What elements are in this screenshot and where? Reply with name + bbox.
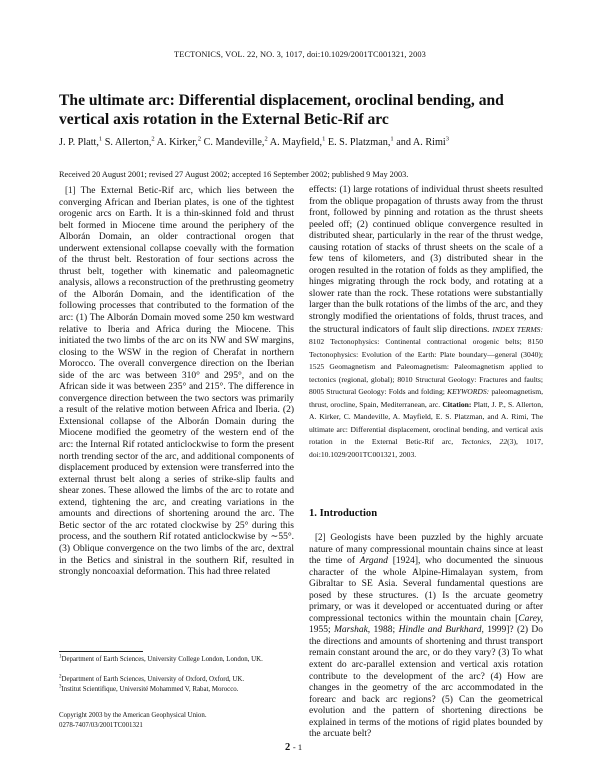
index-terms: 8102 Tectonophysics: Continental contractional orogenic belts; 8150 Tectonophysics: Evolution of the Earth: Plate boundary—general (3040); 1525 Geomagnetism and Paleomagnetism: Paleomagnetism applied to tectonics (regional, global); 8010 Structural Geology: Fractures and faults; 8005 Structural Geology: Folds and folding; — [309, 337, 543, 397]
footnote-rule — [59, 651, 143, 652]
affiliation-marker: 2 — [59, 674, 62, 680]
keywords-label: KEYWORDS: — [447, 387, 490, 397]
page-number: 2 - 1 — [285, 742, 303, 753]
index-terms-label: INDEX TERMS: — [492, 324, 543, 334]
author: A. Kirker, — [156, 137, 198, 148]
author: E. S. Platzman, — [327, 137, 391, 148]
abstract-text-right: effects: (1) large rotations of individual thrust sheets resulted from the oblique propagation of thrusts away from the thrust front, followed by pinning and rotation as the thrust sheets peeled off; (2) continued oblique convergence resulted in distributed shear, particularly in the rear of the thrust wedge, causing rotation of stacks of thrust sheets on the scale of a few tens of kilometers, and (3) distributed shear in the orogen resulted in the rotation of folds as they amplified, the hinges migrating through the rock body, and rotating at a slower rate than the rock. These rotations were substantially larger than the bulk rotations of the limbs of the arc, and they strongly modified the orientations of folds, thrust traces, and the structural indicators of fault slip directions. INDEX TERMS: 8102 Tectonophysics: Continental contractional orogenic belts; 8150 Tectonophysics: Evolution of the Earth: Plate boundary—general (3040); 1525 Geomagnetism and Paleomagnetism: Paleomagnetism applied to tectonics (regional, global); 8010 Structural Geology: Fractures and faults; 8005 Structural Geology: Folds and folding; KEYWORDS: paleomagnetism, thrust, orocline, Spain, Mediterranean, arc. Citation: Platt, J. P., S. Allerton, A. Kirker, C. Mandeville, A. Mayfield, E. S. Platzman, and A. Rimi, The ultimate arc: Differential displacement, oroclinal bending, and vertical axis rotation in the External Betic-Rif arc, Tectonics, 22(3), 1017, doi:10.1029/2001TC001321, 2003. — [309, 185, 544, 460]
footnote: $^1$Department of Earth Sciences, University College London, London, UK. — [59, 654, 263, 663]
footnote: $^3$Institut Scientifique, Université Mohammed V, Rabat, Morocco. — [59, 684, 239, 693]
paper-title: The ultimate arc: Differential displacement, oroclinal bending, and vertical axis rotation in the External Betic-Rif arc — [59, 92, 504, 128]
abstract-body: The External Betic-Rif arc, which lies between the converging African and Iberian plates, is one of the tightest orogenic arcs on Earth. It is a thin-skinned fold and thrust belt formed in Miocene time around the periphery of the Alborán Domain, an older contractional orogen that underwent extensional collapse coevally with the formation of the thrust belt. Restoration of four sections across the thrust belt, together with kinematic and paleomagnetic analysis, allows a reconstruction of the prethrusting geometry of the Alborán Domain, and the identification of the following processes that contributed to the formation of the arc: (1) The Alborán Domain moved some 250 km westward relative to Iberia and Africa during the Miocene. This initiated the two limbs of the arc on its NW and SW margins, closing to the WSW in the region of Cherafat in northern Morocco. The overall convergence direction on the Iberian side of the arc was between 310° and 295°, and on the African side it was between 235° and 215°. The difference in convergence direction between the two sectors was primarily a result of the relative motion between Africa and Iberia. (2) Extensional collapse of the Alborán Domain during the Miocene modified the geometry of the western end of the arc: the Internal Rif rotated anticlockwise to form the present north trending sector of the arc, and additional components of displacement produced by extension were transferred into the external thrust belt along a series of strike-slip faults and shear zones. These allowed the limbs of the arc to rotate and extend, tightening the arc, and creating variations in the amounts and directions of shortening around the arc. The Betic sector of the arc rotated clockwise by 25° during this process, and the southern Rif rotated anticlockwise by ∼55°. (3) Oblique convergence on the two limbs of the arc, dextral in the Betics and sinistral in the southern Rif, resulted in strongly noncoaxial deformation. This had three related — [59, 186, 294, 578]
footnote: $^2$Department of Earth Sciences, University of Oxford, Oxford, UK. — [59, 674, 245, 683]
author: A. Mayfield, — [269, 137, 323, 148]
author-list — [59, 135, 539, 150]
copyright: Copyright 2003 by the American Geophysical Union. 0278-7407/03/2001TC001321 — [59, 712, 207, 729]
author: S. Allerton, — [104, 137, 152, 148]
affiliation-marker: 3 — [445, 135, 449, 143]
affiliation-marker: 2 — [197, 135, 202, 143]
author: J. P. Platt, — [59, 137, 99, 148]
introduction-text: [2] Geologists have been puzzled by the highly arcuate nature of many compressional mountain chains since at least the time of Argand [1924], who documented the sinuous character of the whole Alpine-Himalayan system, from Gibraltar to SE Asia. Several fundamental questions are posed by these structures. (1) Is the arcuate geometry primary, or was it developed or accentuated during or after compressional tectonics within the mountain chain [Carey, 1955; Marshak, 1988; Hindle and Burkhard, 1999]? (2) Do the directions and amounts of shortening and thrust transport remain constant around the arc, or do they vary? (3) To what extent do arc-parallel extension and vertical axis rotation contribute to the development of the arc? (4) How are changes in the geometry of the arc accommodated in the forearc and back arc regions? (5) Can the geometrical evolution and the pattern of shortening directions be explained in terms of the motions of rigid plates bounded by the arcuate belt? — [309, 532, 544, 740]
affiliation-marker: 2 — [264, 135, 268, 143]
affiliation-marker: 1 — [98, 135, 103, 143]
section-heading-introduction: 1. Introduction — [309, 508, 378, 519]
author: C. Mandeville, — [203, 137, 265, 148]
citation-label: Citation: — [442, 399, 472, 409]
received-dates: Received 20 August 2001; revised 27 August 2002; accepted 16 September 2002; published 9 May 2003. — [59, 170, 409, 179]
affiliation-marker: 1 — [390, 135, 394, 143]
running-header: TECTONICS, VOL. 22, NO. 3, 1017, doi:10.1029/2001TC001321, 2003 — [174, 50, 426, 59]
keywords: paleomagnetism, thrust, orocline, Spain, Mediterranean, arc. — [309, 387, 543, 409]
author: and A. Rimi — [396, 137, 446, 148]
abstract-text-left: [1] The External Betic-Rif arc, which lies between the converging African and Iberian plates, is one of the tightest orogenic arcs on Earth. It is a thin-skinned fold and thrust belt formed in Miocene time around the periphery of the Alborán Domain, an older contractional orogen that underwent extensional collapse coevally with the formation of the thrust belt. Restoration of four sections across the thrust belt, together with kinematic and paleomagnetic analysis, allows a reconstruction of the prethrusting geometry of the Alborán Domain, and the identification of the following processes that contributed to the formation of the arc: (1) The Alborán Domain moved some 250 km westward relative to Iberia and Africa during the Miocene. This initiated the two limbs of the arc on its NW and SW margins, closing to the WSW in the region of Cherafat in northern Morocco. The overall convergence direction on the Iberian side of the arc was between 310° and 295°, and on the African side it was between 235° and 215°. The difference in convergence direction between the two sectors was primarily a result of the relative motion between Africa and Iberia. (2) Extensional collapse of the Alborán Domain during the Miocene modified the geometry of the western end of the arc: the Internal Rif rotated anticlockwise to form the present north trending sector of the arc, and additional components of displacement produced by extension were transferred into the external thrust belt along a series of strike-slip faults and shear zones. These allowed the limbs of the arc to rotate and extend, tightening the arc, and creating variations in the amounts and directions of shortening around the arc. The Betic sector of the arc rotated clockwise by 25° during this process, and the southern Rif rotated anticlockwise by ∼55°. (3) Oblique convergence on the two limbs of the arc, dextral in the Betics and sinistral in the southern Rif, resulted in strongly noncoaxial deformation. This had three related — [59, 185, 294, 578]
affiliation-marker: 3 — [59, 684, 62, 690]
affiliation-marker: 1 — [322, 135, 326, 143]
affiliation-marker: 1 — [59, 654, 62, 660]
affiliation-marker: 2 — [151, 135, 155, 143]
